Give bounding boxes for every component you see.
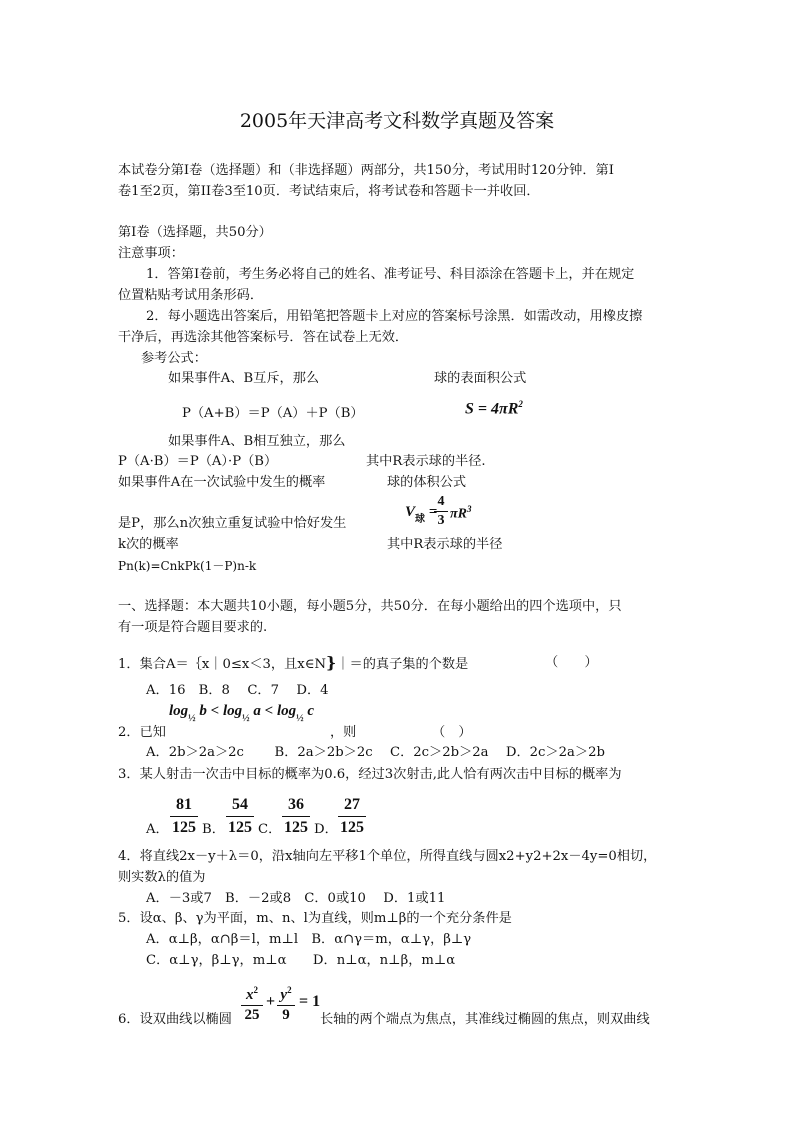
section1-line-2: 有一项是符合题目要求的. xyxy=(118,620,268,635)
q6-stem: 6．设双曲线以椭圆 xyxy=(118,1012,232,1027)
mutex-text: 如果事件A、B互斥，那么 xyxy=(168,371,320,386)
q3-b-numerator: 54 xyxy=(232,796,248,813)
plus-sign: + xyxy=(266,993,276,1010)
q3-d-denominator: 125 xyxy=(340,819,364,836)
k-times-text: k次的概率 xyxy=(118,537,179,552)
q1-stem-start: 1．集合A＝｛x｜0≤x＜3，且x∈N xyxy=(118,657,327,672)
sphere-vol-formula-lhs: $V_球$ = xyxy=(405,504,438,525)
intro-line-1: 本试卷分第Ⅰ卷（选择题）和（非选择题）两部分，共150分，考试用时120分钟．第Ⅰ xyxy=(118,163,614,178)
q3-label-b: B． xyxy=(202,822,225,837)
page-title: 2005年天津高考文科数学真题及答案 xyxy=(239,110,555,132)
ellipse-x-fraction: $x^2$ 25 xyxy=(241,982,263,1024)
note-2-line-2: 干净后，再选涂其他答案标号．答在试卷上无效． xyxy=(118,330,409,345)
mutex-formula: P（A+B）＝P（A）＋P（B） xyxy=(182,406,364,421)
q3-b-denominator: 125 xyxy=(228,819,252,836)
q4-options: A．－3或7 B．－2或8 C．0或10 D．1或11 xyxy=(146,891,446,906)
part1-heading: 第Ⅰ卷（选择题，共50分） xyxy=(118,225,272,240)
note-1-line-1: 1．答第Ⅰ卷前，考生务必将自己的姓名、准考证号、科目添涂在答题卡上，并在规定 xyxy=(146,267,635,282)
prob-once-text: 如果事件A在一次试验中发生的概率 xyxy=(118,475,326,490)
prob-n-text: 是P，那么n次独立重复试验中恰好发生 xyxy=(118,516,347,531)
sphere-vol-fraction: 4 3 xyxy=(434,494,448,529)
q3-label-a: A． xyxy=(146,822,169,837)
formulas-heading: 参考公式： xyxy=(141,351,207,366)
indep-text: 如果事件A、B相互独立，那么 xyxy=(168,434,346,449)
sphere-area-formula: $S = 4\pi R^2$ xyxy=(465,399,523,418)
notes-heading: 注意事项： xyxy=(118,246,184,261)
q3-label-c: C． xyxy=(258,822,282,837)
q2-stem-end: ，则 xyxy=(330,725,357,740)
q3-d-numerator: 27 xyxy=(344,796,360,813)
binomial-formula: Pn(k)=CnkPk(1－P)n-k xyxy=(118,559,257,573)
intro-line-2: 卷1至2页，第II卷3至10页．考试结束后，将考试卷和答题卡一并收回． xyxy=(118,184,540,199)
q2-answer-paren: （ ） xyxy=(432,725,472,740)
q5-options-1: A．α⊥β，α∩β＝l，m⊥l B．α∩γ＝m，α⊥γ，β⊥γ xyxy=(146,932,472,947)
q3-option-a-fraction xyxy=(170,795,198,838)
q3-a-denominator: 125 xyxy=(172,819,196,836)
note-2-line-1: 2．每小题选出答案后，用铅笔把答题卡上对应的答案标号涂黑．如需改动，用橡皮擦 xyxy=(146,309,643,324)
q6-stem-end: 长轴的两个端点为焦点，其准线过椭圆的焦点，则双曲线 xyxy=(320,1012,650,1027)
q3-c-denominator: 125 xyxy=(284,819,308,836)
indep-formula: P（A·B）＝P（A）·P（B） xyxy=(118,454,278,469)
q3-option-c-fraction xyxy=(282,795,310,838)
q2-stem: 2．已知 xyxy=(118,725,166,740)
radius-note-2: 其中R表示球的半径 xyxy=(387,537,503,552)
section1-line-1: 一、选择题：本大题共10小题，每小题5分，共50分．在每小题给出的四个选项中，只 xyxy=(118,599,622,614)
q3-a-numerator: 81 xyxy=(176,796,192,813)
sphere-vol-formula-rhs: $\pi R^3$ xyxy=(450,504,472,522)
sphere-area-label: 球的表面积公式 xyxy=(434,371,527,386)
q1-answer-paren: （ ） xyxy=(545,655,598,670)
ellipse-equals-one: = 1 xyxy=(299,993,321,1010)
q5-options-2: C．α⊥γ，β⊥γ，m⊥α D．n⊥α，n⊥β，m⊥α xyxy=(146,953,456,968)
q1-stem-end: ｜＝的真子集的个数是 xyxy=(336,657,469,672)
q2-inequality: $\log_{\frac{1}{2}} b < \log_{\frac{1}{2}} a < \log_{\frac{1}{2}} c$ xyxy=(169,703,315,724)
q5-stem: 5．设α、β、γ为平面，m、n、l为直线，则m⊥β的一个充分条件是 xyxy=(118,911,512,926)
q3-c-numerator: 36 xyxy=(288,796,304,813)
q1-options: A．16 B．8 C．7 D．4 xyxy=(146,683,329,698)
q3-stem: 3．某人射击一次击中目标的概率为0.6，经过3次射击,此人恰有两次击中目标的概率为 xyxy=(118,767,622,782)
q1-stem xyxy=(118,654,468,674)
sphere-vol-label: 球的体积公式 xyxy=(387,475,467,490)
brace-glyph: } xyxy=(326,653,337,672)
q4-line-1: 4．将直线2x－y＋λ＝0，沿x轴向左平移1个单位，所得直线与圆x2+y2+2x－4y=0相切， xyxy=(118,849,657,864)
q3-option-d-fraction xyxy=(338,795,366,838)
q2-options: A．2b＞2a＞2c B．2a＞2b＞2c C．2c＞2b＞2a D．2c＞2a＞2b xyxy=(146,745,605,760)
q3-option-b-fraction xyxy=(226,795,254,838)
q3-label-d: D． xyxy=(314,822,338,837)
q4-line-2: 则实数λ的值为 xyxy=(118,870,206,885)
note-1-line-2: 位置粘贴考试用条形码． xyxy=(118,288,264,303)
ellipse-y-fraction: $y^2$ 9 xyxy=(277,982,295,1024)
radius-note-1: 其中R表示球的半径. xyxy=(366,454,486,469)
